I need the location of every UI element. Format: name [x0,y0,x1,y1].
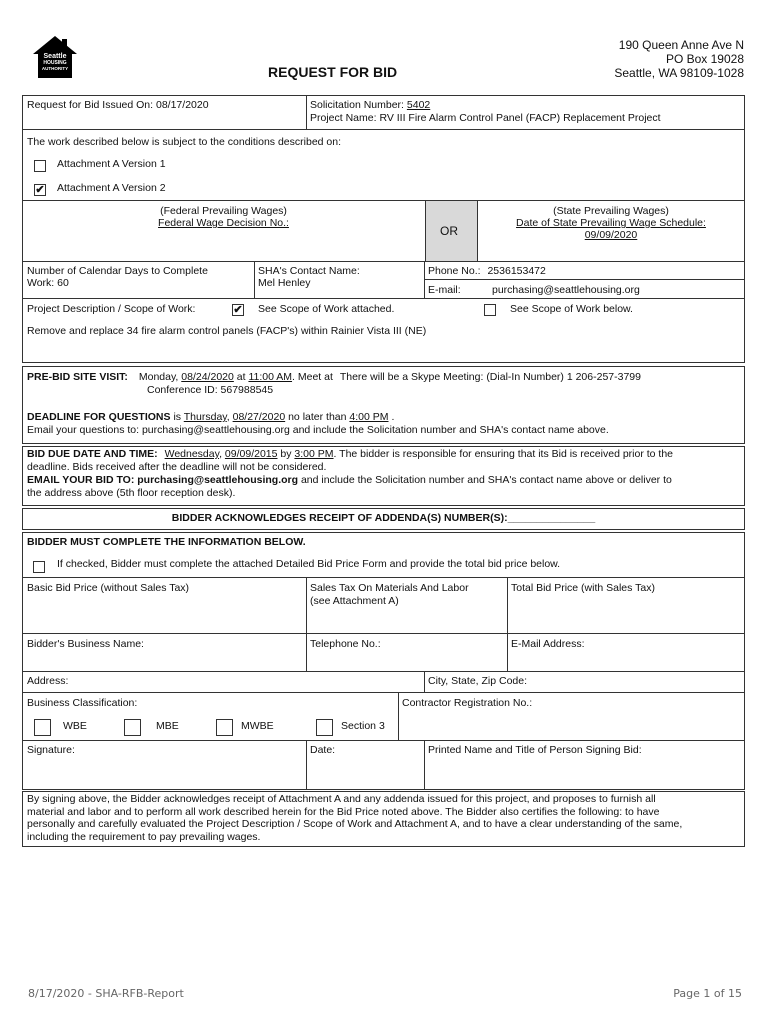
scope-label: Project Description / Scope of Work: [27,303,196,315]
site-visit-label: PRE-BID SITE VISIT: [27,371,128,383]
attachment-v2-label: Attachment A Version 2 [57,182,166,194]
wbe-checkbox[interactable] [34,719,51,736]
bid-due-label: BID DUE DATE AND TIME: [27,448,158,460]
mbe-checkbox[interactable] [124,719,141,736]
scope-below-label: See Scope of Work below. [510,303,633,315]
address-field[interactable]: Address: [27,675,69,687]
phone-value: 2536153472 [487,265,546,277]
solicitation-label: Solicitation Number: [310,99,404,111]
questions-email-line: Email your questions to: purchasing@seattlehousing.org and include the Solicitation number and SHA's contact name above. [27,424,609,436]
sales-tax-field[interactable] [310,582,469,608]
bid-email-rest: and include the Solicitation number and SHA's contact name above or deliver to [300,474,672,486]
site-visit-date: 08/24/2020 [181,371,234,383]
wbe-label: WBE [63,720,87,732]
site-visit-time: 11:00 AM [248,371,293,383]
business-name-field[interactable]: Bidder's Business Name: [27,638,144,650]
acknowledgment-line-3: personally and carefully evaluated the Project Description / Scope of Work and Attachment A, and to have a clear understanding of the same, [27,818,683,830]
bid-due-text1: . The bidder is responsible for ensuring that its Bid is received prior to the [333,448,674,460]
mbe-label: MBE [156,720,179,732]
basic-bid-price-field[interactable]: Basic Bid Price (without Sales Tax) [27,582,190,594]
project-name-label: Project Name: [310,112,377,124]
detailed-bid-checkbox[interactable] [33,561,45,573]
bid-email-label: EMAIL YOUR BID TO: [27,474,135,486]
attachment-v2-checkbox[interactable]: ✔ [35,184,45,196]
sales-tax-note: (see Attachment A) [310,595,399,607]
site-visit-at: at [236,371,246,383]
solicitation-info [310,99,661,125]
bid-due-day: Wednesday [164,448,220,460]
scope-below-checkbox[interactable] [484,304,496,316]
state-wage-date: 09/09/2020 [584,229,638,241]
email-value: purchasing@seattlehousing.org [492,284,640,296]
calendar-days-label: Number of Calendar Days to Complete [27,265,208,277]
logo-text-housing: HOUSING [43,60,67,66]
site-visit-conference: Conference ID: 567988545 [147,384,274,396]
questions-date: 08/27/2020 [232,411,286,423]
phone-label: Phone No.: [428,265,481,277]
business-classification-label: Business Classification: [27,697,138,709]
attachment-v1-checkbox[interactable] [34,160,46,172]
acknowledgment-line-2: material and labor and to perform all work described herein for the Bid Price noted above. The Bidder also certifies the following: to have [27,805,660,818]
site-visit-day: Monday, [138,371,179,383]
signature-field[interactable]: Signature: [27,744,75,756]
email-address-field[interactable]: E-Mail Address: [511,638,585,650]
mwbe-checkbox[interactable] [216,719,233,736]
questions-deadline: DEADLINE FOR QUESTIONS is Thursday, 08/27/2020 no later than 4:00 PM . Email your questions to: purchasing@seattlehousing.org and include the Solicitation number and SHA's contact name above. [27,411,609,436]
phone-info [428,265,546,277]
state-wages [477,205,745,241]
address-line-1: 190 Queen Anne Ave N [618,38,744,52]
mwbe-label: MWBE [241,720,274,732]
acknowledgment-text [27,793,682,843]
contractor-registration-field[interactable]: Contractor Registration No.: [402,697,533,709]
conditions-intro: The work described below is subject to the conditions described on: [27,136,342,148]
telephone-field[interactable]: Telephone No.: [310,638,381,650]
bid-email-line2: the address above (5th floor reception desk). [27,487,236,499]
issued-label: Request for Bid Issued On: [27,99,154,111]
address-line-3: Seattle, WA 98109-1028 [614,66,744,80]
detailed-bid-label: If checked, Bidder must complete the attached Detailed Bid Price Form and provide the total bid price below. [57,558,561,570]
state-wage-schedule-label: Date of State Prevailing Wage Schedule: [516,217,706,229]
acknowledgment-line-4: including the requirement to pay prevailing wages. [27,830,261,843]
sha-contact-label: SHA's Contact Name: [258,265,360,277]
bid-due-by: by [280,448,292,460]
federal-wages-title: (Federal Prevailing Wages) [160,205,287,217]
issued-value: 08/17/2020 [156,99,209,111]
site-visit-rest: . Meet at [292,371,333,383]
total-bid-price-field[interactable]: Total Bid Price (with Sales Tax) [511,582,655,594]
scope-description: Remove and replace 34 fire alarm control panels (FACP's) within Rainier Vista III (NE) [27,325,427,337]
sha-contact [258,265,360,289]
logo-text-authority: AUTHORITY [41,66,69,71]
date-field[interactable]: Date: [310,744,336,756]
sha-address [614,38,744,80]
questions-no-later: no later than [288,411,347,423]
questions-day: Thursday [183,411,227,423]
questions-time: 4:00 PM [349,411,389,423]
bid-due-time: 3:00 PM [294,448,334,460]
site-visit [27,371,641,397]
solicitation-number: 5402 [406,99,431,111]
bid-email-value: purchasing@seattlehousing.org [137,474,299,486]
logo-text-seattle: Seattle [43,53,67,60]
calendar-days [27,265,208,289]
bid-due-date: 09/09/2015 [224,448,278,460]
addenda-text: BIDDER ACKNOWLEDGES RECEIPT OF ADDENDA(S) NUMBER(S):_______________ [171,512,596,524]
footer-report-name: 8/17/2020 - SHA-RFB-Report [28,987,184,1000]
sha-contact-name: Mel Henley [258,277,311,289]
questions-period: . [391,411,395,423]
acknowledgment-line-1: By signing above, the Bidder acknowledges receipt of Attachment A and any addenda issued for this project, and proposes to furnish all [27,793,656,805]
state-wages-title: (State Prevailing Wages) [553,205,669,217]
project-name: RV III Fire Alarm Control Panel (FACP) Replacement Project [379,112,661,124]
issued-date [27,99,209,111]
section3-checkbox[interactable] [316,719,333,736]
bid-due-text2: deadline. Bids received after the deadline will not be considered. [27,461,327,473]
scope-attached-checkbox[interactable]: ✔ [233,304,243,316]
email-label: E-mail: [428,284,461,296]
address-line-2: PO Box 19028 [665,52,744,66]
sales-tax-label: Sales Tax On Materials And Labor [310,582,469,594]
sha-logo [31,34,79,80]
site-visit-meeting: There will be a Skype Meeting: (Dial-In Number) 1 206-257-3799 [339,371,641,383]
calendar-days-value: Work: 60 [27,277,69,289]
city-state-zip-field[interactable]: City, State, Zip Code: [428,675,528,687]
section3-label: Section 3 [341,720,385,732]
printed-name-field[interactable]: Printed Name and Title of Person Signing Bid: [428,744,642,756]
attachment-v1-label: Attachment A Version 1 [57,158,166,170]
questions-label: DEADLINE FOR QUESTIONS [27,411,171,423]
footer-page-number: Page 1 of 15 [673,987,742,1000]
federal-wages [22,205,425,229]
federal-wage-decision-label: Federal Wage Decision No.: [158,217,289,229]
scope-attached-label: See Scope of Work attached. [258,303,395,315]
page-title: REQUEST FOR BID [268,64,398,80]
or-label: OR [440,224,458,238]
bidder-heading: BIDDER MUST COMPLETE THE INFORMATION BELOW. [27,536,306,548]
questions-is: is [173,411,182,423]
bid-due: BID DUE DATE AND TIME: Wednesday, 09/09/2015 by 3:00 PM. The bidder is responsible for ensuring that its Bid is received prior to the deadline. Bids received after the deadline will not be considered. EMAIL YOUR BID TO: purchasing@seattlehousing.org and include the Solicitation number and SHA's contact name above or deliver to the address above (5th floor reception desk). [27,448,674,499]
